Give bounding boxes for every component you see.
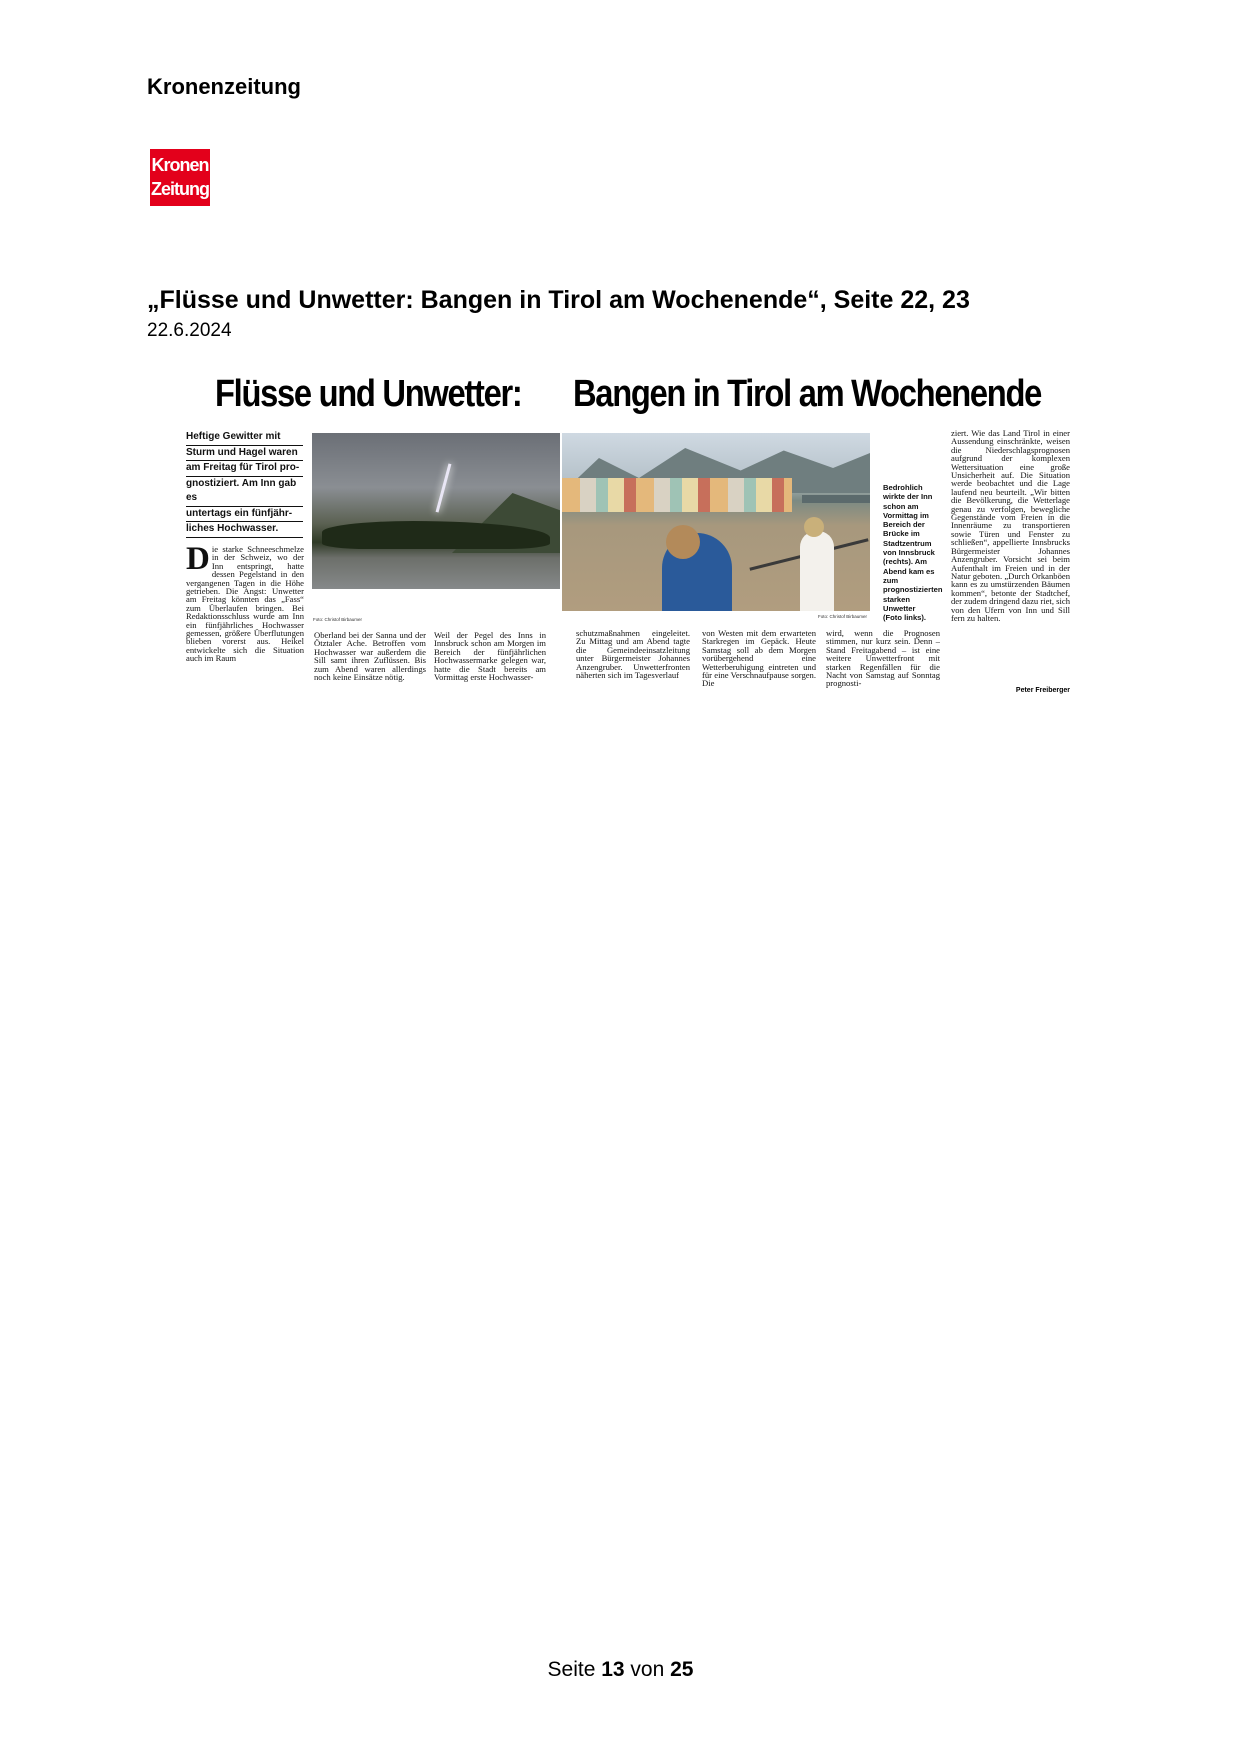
photo-caption: Bedrohlich wirkte der Inn schon am Vormittag im Bereich der Brücke im Stadtzentrum von Innsbruck (rechts). Am Abend kam es zum prognostizierten starken Unwetter (Foto links). [883, 483, 943, 623]
article-column-7: ziert. Wie das Land Tirol in einer Aussendung einschränkte, weisen die Niederschlagsprognosen aufgrund der komplexen Wettersituation eine große Unsicherheit auf. Die Situation werde beobachtet und die Lage laufend neu beurteilt. „Wir bitten die Bevölkerung, die Wetterlage genau zu verfolgen, bewegliche Gegenstände vom Freien in die Innenräume zu transportieren sowie Türen und Fenster zu schließen“, appellierte Innsbrucks Bürgermeister Johannes Anzengruber. Vorsicht sei beim Aufenthalt im Freien und in der Natur geboten. „Durch Orkanböen kann es zu umstürzenden Bäumen kommen“, betonte der Stadtchef, der zudem dringend dazu riet, sich von den Ufern von Inn und Sill fern zu halten. [951, 429, 1070, 623]
teaser-line: gnostiziert. Am Inn gab es [186, 477, 303, 507]
article-column-5: von Westen mit dem erwarteten Starkregen im Gepäck. Heute Samstag soll ab dem Morgen vorübergehend eine Wetterberuhigung eintreten und für eine Verschnaufpause sorgen. Die [702, 629, 816, 689]
article-column-1 [186, 545, 304, 697]
article-column-6: wird, wenn die Prognosen stimmen, nur kurz sein. Denn – Stand Freitagabend – ist eine weitere Unwetterfront mit starken Regenfällen für die Nacht von Samstag auf Sonntag prognosti- [826, 629, 940, 689]
footer-total-pages: 25 [670, 1658, 694, 1681]
teaser-line: untertags ein fünfjähr- [186, 507, 303, 523]
clipping-headline-left: Flüsse und Unwetter: [215, 373, 522, 415]
source-name: Kronenzeitung [147, 74, 301, 99]
teaser-line: Sturm und Hagel waren [186, 446, 303, 462]
logo-line-1: Kronen [151, 155, 209, 175]
page-footer [0, 1658, 1241, 1682]
kronen-zeitung-logo [150, 149, 210, 206]
teaser-line: am Freitag für Tirol pro- [186, 461, 303, 477]
author-byline: Peter Freiberger [1015, 687, 1070, 694]
column-1-text: ie starke Schneeschmelze in der Schweiz, wo der Inn entspringt, hatte dessen Pegelstand in den vergangenen Tagen in die Höhe getrieben. Die Angst: Unwetter am Freitag könnten das „Fass“ zum Überlaufen bringen. Bei Redaktionsschluss wurde am Inn ein fünfjährliches Hochwasser gemessen, größere Überflutungen blieben vorerst aus. Heikel entwickelte sich die Situation auch im Raum [186, 545, 304, 664]
teaser-line: liches Hochwasser. [186, 522, 303, 538]
article-date: 22.6.2024 [147, 320, 232, 341]
inn-river-photo [562, 433, 870, 611]
drop-cap: D [186, 545, 210, 577]
logo-line-2: Zeitung [151, 179, 209, 199]
photo-credit-right: Foto: Christof Birbaumer [818, 614, 868, 619]
article-column-2: Oberland bei der Sanna und der Ötztaler Ache. Betroffen vom Hochwasser war außerdem die Sill samt ihren Zuflüssen. Bis zum Abend waren allerdings noch keine Einsätze nötig. [314, 631, 426, 683]
footer-prefix: Seite [547, 1658, 602, 1681]
article-column-7-wrapper [951, 429, 1070, 699]
article-title: „Flüsse und Unwetter: Bangen in Tirol am Wochenende“, Seite 22, 23 [147, 286, 970, 314]
newspaper-clipping [186, 373, 1070, 699]
storm-photo [312, 433, 560, 589]
footer-current-page: 13 [601, 1658, 625, 1681]
article-column-4: schutzmaßnahmen eingeleitet. Zu Mittag und am Abend tagte die Gemeindeeinsatzleitung unter Bürgermeister Johannes Anzengruber. Unwetterfronten näherten sich im Tagesverlauf [576, 629, 690, 681]
clipping-headline-right: Bangen in Tirol am Wochenende [573, 373, 1042, 415]
photo-credit-left: Foto: Christof Birbaumer [313, 617, 363, 622]
footer-middle: von [624, 1658, 671, 1681]
clipping-teaser [186, 430, 303, 538]
teaser-line: Heftige Gewitter mit [186, 430, 303, 446]
article-column-3: Weil der Pegel des Inns in Innsbruck schon am Morgen im Bereich der fünfjährlichen Hochwassermarke gelegen war, hatte die Stadt bereits am Vormittag erste Hochwasser- [434, 631, 546, 683]
